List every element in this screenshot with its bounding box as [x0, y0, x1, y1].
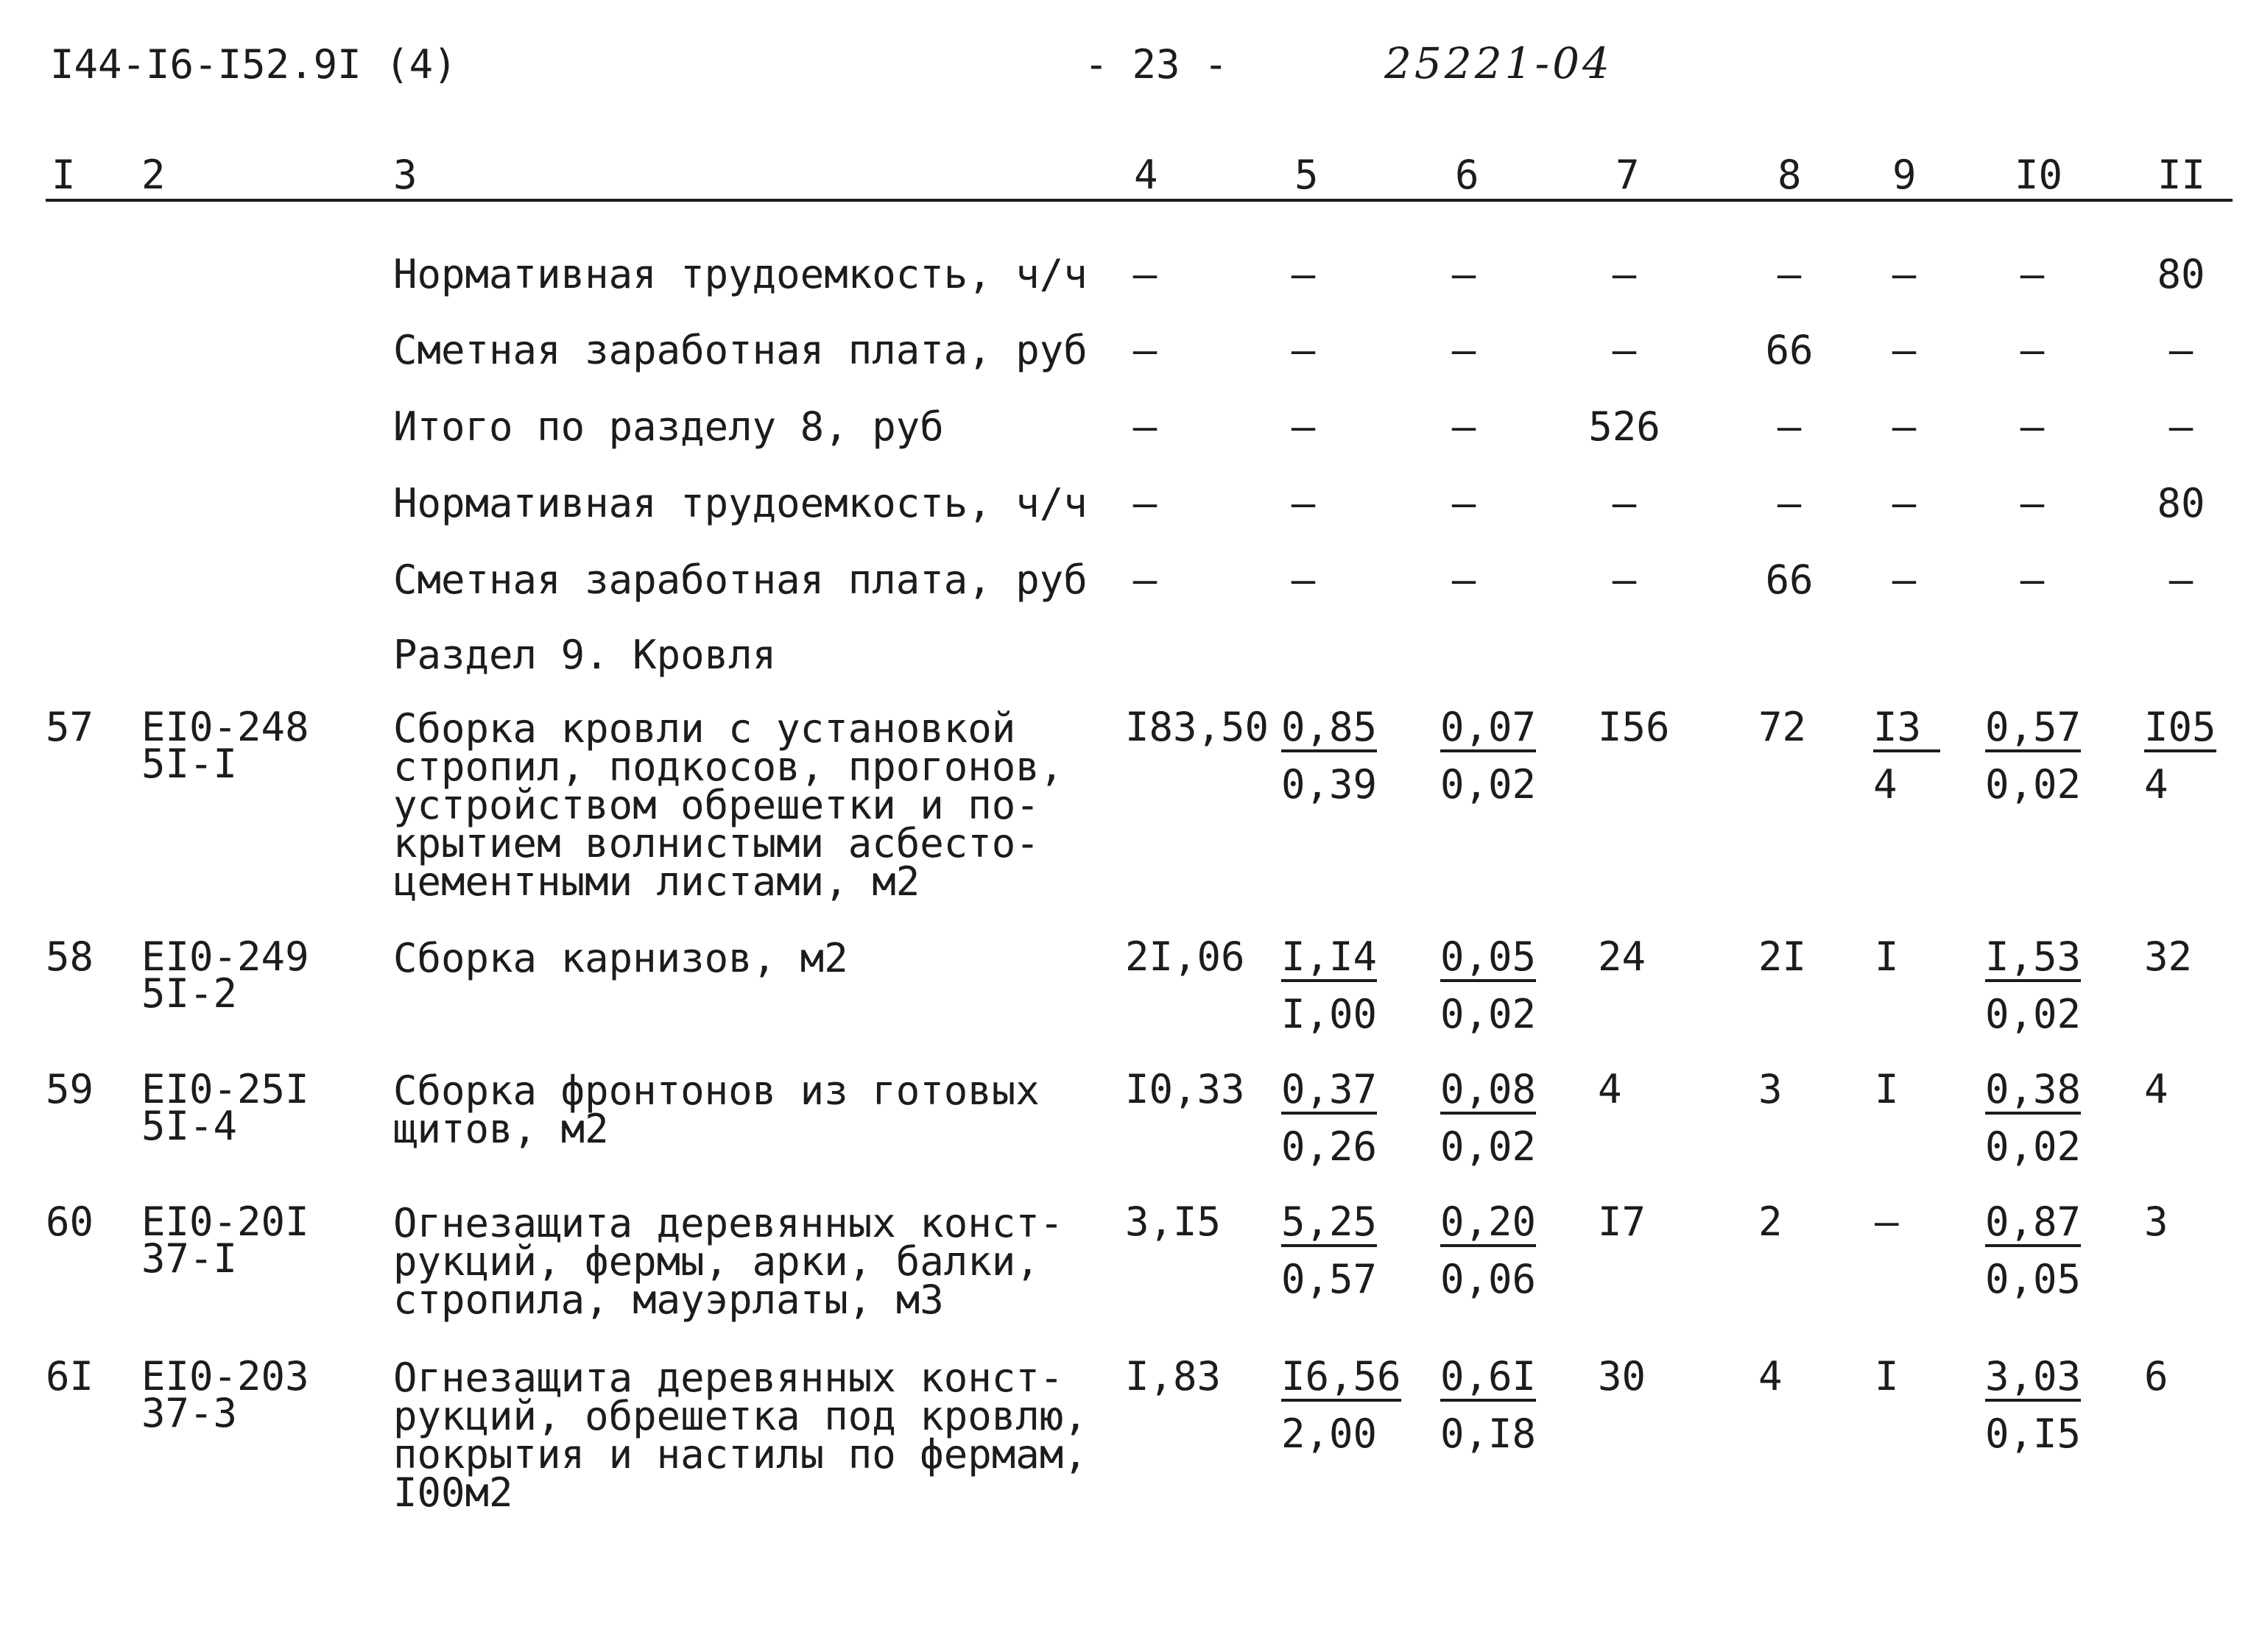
cell-c5: – [1291, 557, 1316, 603]
cell-c10-bottom: 0,I5 [1985, 1411, 2082, 1457]
row-description-line: I00м2 [393, 1469, 513, 1516]
cell-c6: – [1451, 480, 1476, 526]
cell-c11: 80 [2157, 480, 2205, 526]
cell-c7: I56 [1598, 704, 1670, 750]
cell-c6-top: 0,08 [1440, 1069, 1536, 1115]
row-description-line: стропил, подкосов, прогонов, [393, 744, 1064, 790]
cell-c4: – [1132, 403, 1158, 450]
cell-c10-top: 0,38 [1985, 1069, 2081, 1115]
cell-c6-bottom: 0,06 [1440, 1256, 1537, 1302]
row-code: EI0-248 [141, 704, 309, 750]
row-code: EI0-20I [141, 1199, 309, 1245]
cell-c5-bottom: 0,57 [1281, 1256, 1378, 1302]
cell-c6: – [1451, 557, 1476, 603]
cell-c11: 80 [2157, 251, 2205, 297]
cell-c11: 3 [2144, 1199, 2168, 1245]
page-number: - 23 - [1084, 41, 1228, 88]
row-description-line: Сборка карнизов, м2 [393, 935, 848, 981]
row-description-line: Сборка фронтонов из готовых [393, 1067, 1040, 1114]
cell-c9: I [1875, 1066, 1899, 1112]
row-description-line: устройством обрешетки и по- [393, 782, 1040, 828]
cell-c10-bottom: 0,02 [1985, 1123, 2082, 1170]
cell-c6-top: 0,6I [1440, 1356, 1536, 1402]
cell-c5-bottom: 0,39 [1281, 761, 1378, 808]
row-description-line: покрытия и настилы по фермам, [393, 1431, 1088, 1478]
cell-c11-bottom: 4 [2144, 761, 2168, 808]
cell-c4: – [1132, 251, 1158, 297]
cell-c7: – [1612, 480, 1637, 526]
row-description-line: рукций, фермы, арки, балки, [393, 1238, 1040, 1285]
cell-c5: – [1291, 480, 1316, 526]
cell-c6-bottom: 0,I8 [1440, 1411, 1537, 1457]
cell-c8: 66 [1765, 557, 1814, 603]
cell-c5-top: I6,56 [1281, 1356, 1401, 1402]
row-code-sub: 37-I [141, 1235, 238, 1282]
cell-c4: 3,I5 [1125, 1199, 1222, 1245]
summary-label: Сметная заработная плата, руб [393, 327, 1088, 373]
col-header-8: 8 [1777, 152, 1802, 198]
cell-c10-top: I,53 [1985, 936, 2081, 982]
cell-c4: – [1132, 327, 1158, 373]
header-rule [46, 199, 2233, 202]
col-header-7: 7 [1616, 152, 1640, 198]
cell-c8: – [1777, 480, 1802, 526]
cell-c8: – [1777, 251, 1802, 297]
summary-label: Нормативная трудоемкость, ч/ч [393, 480, 1088, 526]
row-number: 57 [46, 704, 94, 750]
cell-c9: – [1875, 1199, 1899, 1245]
cell-c6: – [1451, 327, 1476, 373]
cell-c9: – [1892, 251, 1917, 297]
cell-c10: – [2020, 480, 2045, 526]
row-description-line: Огнезащита деревянных конст- [393, 1200, 1064, 1246]
row-description-line: рукций, обрешетка под кровлю, [393, 1393, 1088, 1439]
row-number: 59 [46, 1066, 94, 1112]
cell-c5: – [1291, 327, 1316, 373]
summary-label: Нормативная трудоемкость, ч/ч [393, 251, 1088, 297]
cell-c9: I [1875, 933, 1899, 980]
cell-c8: 4 [1758, 1353, 1783, 1399]
cell-c6-bottom: 0,02 [1440, 991, 1537, 1037]
cell-c11: 32 [2144, 933, 2193, 980]
col-header-2: 2 [141, 152, 166, 198]
row-number: 58 [46, 933, 94, 980]
cell-c10-bottom: 0,05 [1985, 1256, 2082, 1302]
cell-c9-bottom: 4 [1873, 761, 1898, 808]
cell-c10-bottom: 0,02 [1985, 991, 2082, 1037]
row-code-sub: 5I-I [141, 741, 238, 787]
cell-c9: – [1892, 403, 1917, 450]
cell-c8: 66 [1765, 327, 1814, 373]
cell-c10: – [2020, 251, 2045, 297]
cell-c6-top: 0,20 [1440, 1201, 1536, 1247]
cell-c8: – [1777, 403, 1802, 450]
cell-c11: – [2168, 557, 2194, 603]
cell-c5-top: 0,37 [1281, 1069, 1377, 1115]
cell-c10: – [2020, 327, 2045, 373]
col-header-10: I0 [2015, 152, 2063, 198]
cell-c8: 3 [1758, 1066, 1783, 1112]
cell-c7: – [1612, 251, 1637, 297]
row-number: 6I [46, 1353, 94, 1399]
cell-c9: – [1892, 480, 1917, 526]
cell-c4: – [1132, 480, 1158, 526]
cell-c10: – [2020, 403, 2045, 450]
cell-c5-bottom: 2,00 [1281, 1411, 1378, 1457]
cell-c6: – [1451, 403, 1476, 450]
cell-c5-top: 5,25 [1281, 1201, 1377, 1247]
row-description-line: щитов, м2 [393, 1106, 609, 1152]
cell-c11-top: I05 [2144, 707, 2216, 752]
summary-label: Итого по разделу 8, руб [393, 403, 944, 450]
cell-c7: 526 [1588, 403, 1660, 450]
cell-c7: – [1612, 327, 1637, 373]
row-code-sub: 5I-4 [141, 1103, 238, 1149]
cell-c11: 4 [2144, 1066, 2168, 1112]
cell-c4: I0,33 [1125, 1066, 1245, 1112]
col-header-4: 4 [1134, 152, 1158, 198]
row-code: EI0-203 [141, 1353, 309, 1399]
cell-c5-bottom: 0,26 [1281, 1123, 1378, 1170]
cell-c4: – [1132, 557, 1158, 603]
cell-c8: 2I [1758, 933, 1807, 980]
cell-c5-top: 0,85 [1281, 707, 1377, 752]
col-header-9: 9 [1892, 152, 1917, 198]
row-description-line: крытием волнистыми асбесто- [393, 820, 1040, 866]
cell-c9: – [1892, 557, 1917, 603]
cell-c4: 2I,06 [1125, 933, 1245, 980]
cell-c5: – [1291, 251, 1316, 297]
cell-c4: I,83 [1125, 1353, 1222, 1399]
cell-c7: I7 [1598, 1199, 1646, 1245]
cell-c11: – [2168, 403, 2194, 450]
cell-c10: – [2020, 557, 2045, 603]
row-code: EI0-25I [141, 1066, 309, 1112]
cell-c10-top: 0,57 [1985, 707, 2081, 752]
cell-c9-top: I3 [1873, 707, 1940, 752]
cell-c6-bottom: 0,02 [1440, 1123, 1537, 1170]
cell-c6-top: 0,07 [1440, 707, 1536, 752]
col-header-6: 6 [1455, 152, 1479, 198]
cell-c10-top: 3,03 [1985, 1356, 2081, 1402]
cell-c7: 4 [1598, 1066, 1622, 1112]
cell-c5-bottom: I,00 [1281, 991, 1378, 1037]
cell-c6: – [1451, 251, 1476, 297]
cell-c10-bottom: 0,02 [1985, 761, 2082, 808]
row-description-line: Сборка кровли с установкой [393, 705, 1016, 752]
row-number: 60 [46, 1199, 94, 1245]
cell-c8: 2 [1758, 1199, 1783, 1245]
row-code-sub: 37-3 [141, 1390, 238, 1436]
cell-c7: 24 [1598, 933, 1646, 980]
cell-c4: I83,50 [1125, 704, 1269, 750]
handwritten-reference: 25221-04 [1384, 38, 1613, 88]
cell-c9: – [1892, 327, 1917, 373]
row-description-line: цементными листами, м2 [393, 858, 920, 905]
col-header-3: 3 [393, 152, 417, 198]
cell-c7: – [1612, 557, 1637, 603]
summary-label: Сметная заработная плата, руб [393, 557, 1088, 603]
row-description-line: Огнезащита деревянных конст- [393, 1355, 1064, 1401]
document-code: I44-I6-I52.9I (4) [50, 41, 457, 88]
col-header-1: I [52, 152, 76, 198]
cell-c5-top: I,I4 [1281, 936, 1377, 982]
col-header-5: 5 [1294, 152, 1319, 198]
cell-c7: 30 [1598, 1353, 1646, 1399]
cell-c5: – [1291, 403, 1316, 450]
cell-c6-bottom: 0,02 [1440, 761, 1537, 808]
row-code: EI0-249 [141, 933, 309, 980]
cell-c9: I [1875, 1353, 1899, 1399]
cell-c11: 6 [2144, 1353, 2168, 1399]
cell-c6-top: 0,05 [1440, 936, 1536, 982]
section-title: Раздел 9. Кровля [393, 632, 777, 678]
col-header-11: II [2157, 152, 2206, 198]
row-description-line: стропила, мауэрлаты, м3 [393, 1277, 944, 1323]
cell-c10-top: 0,87 [1985, 1201, 2081, 1247]
cell-c11: – [2168, 327, 2194, 373]
cell-c8: 72 [1758, 704, 1807, 750]
row-code-sub: 5I-2 [141, 970, 238, 1017]
